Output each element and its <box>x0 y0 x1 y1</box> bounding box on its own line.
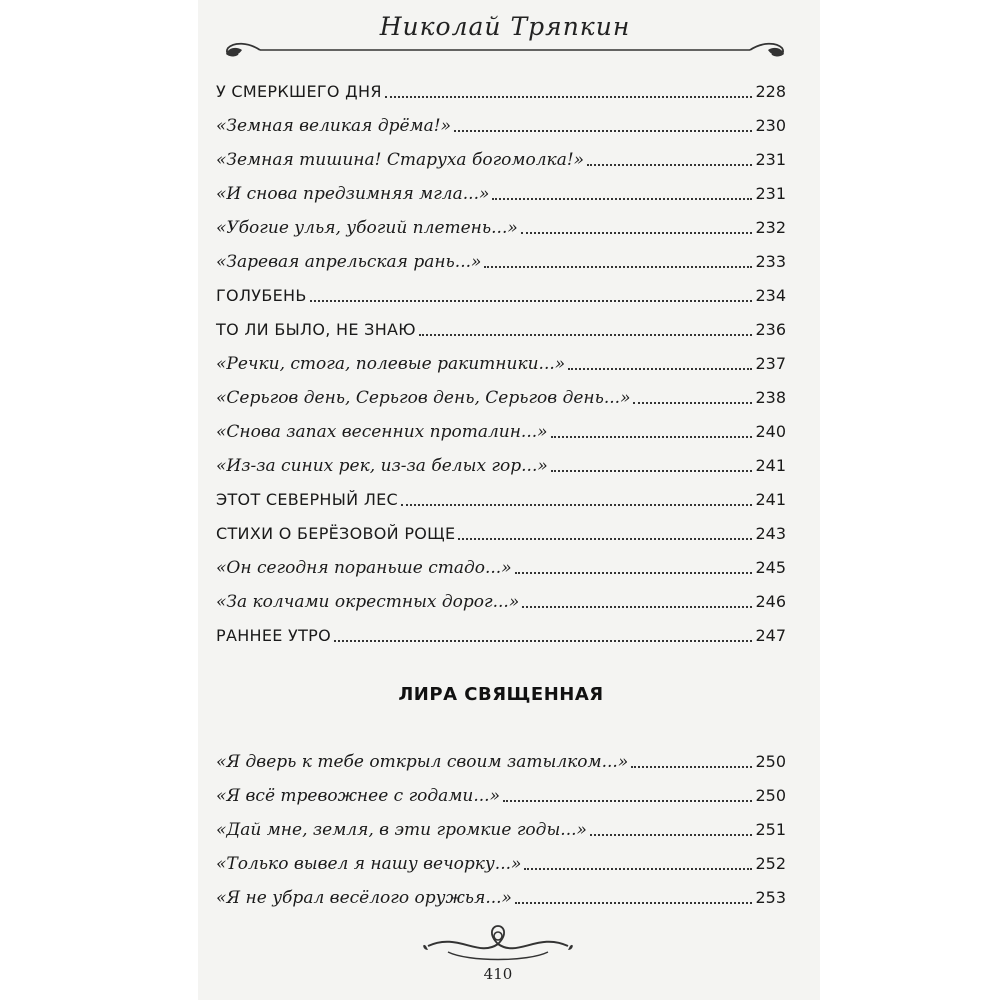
toc-entry-page: 250 <box>755 752 786 771</box>
dot-leader <box>401 504 752 506</box>
toc-entry <box>216 75 786 103</box>
toc-entry-page: 232 <box>755 218 786 237</box>
toc-entry <box>216 415 786 443</box>
toc-entry-page: 243 <box>755 524 786 543</box>
dot-leader <box>568 368 752 370</box>
ornament-icon <box>418 922 578 962</box>
toc-entry-page: 233 <box>755 252 786 271</box>
toc-entry-page: 236 <box>755 320 786 339</box>
dot-leader <box>515 572 753 574</box>
toc-entry <box>216 551 786 579</box>
toc-entry-title: «Я дверь к тебе открыл своим затылком...» <box>216 752 629 772</box>
toc-entry-page: 251 <box>755 820 786 839</box>
toc-entry <box>216 881 786 909</box>
toc-entry-page: 252 <box>755 854 786 873</box>
dot-leader <box>631 766 752 768</box>
dot-leader <box>492 198 752 200</box>
toc-entry <box>216 619 786 647</box>
dot-leader <box>419 334 753 336</box>
toc-entry-page: 246 <box>755 592 786 611</box>
toc-entry <box>216 847 786 875</box>
toc-entry-page: 250 <box>755 786 786 805</box>
dot-leader <box>484 266 752 268</box>
dot-leader <box>334 640 752 642</box>
toc-entry-title: ТО ЛИ БЫЛО, НЕ ЗНАЮ <box>216 320 416 339</box>
toc-entry <box>216 517 786 545</box>
running-header <box>220 6 790 62</box>
dot-leader <box>522 606 752 608</box>
toc-entry <box>216 347 786 375</box>
toc-entry-page: 247 <box>755 626 786 645</box>
toc-entry-title: «Земная великая дрёма!» <box>216 116 451 136</box>
toc-entry-page: 234 <box>755 286 786 305</box>
toc-entry <box>216 483 786 511</box>
dot-leader <box>633 402 752 404</box>
dot-leader <box>590 834 753 836</box>
toc-entry-page: 240 <box>755 422 786 441</box>
toc-entry-title: «И снова предзимняя мгла...» <box>216 184 490 204</box>
dot-leader <box>310 300 753 302</box>
toc-entry-title: «Только вывел я нашу вечорку...» <box>216 854 522 874</box>
toc-entry-title: РАННЕЕ УТРО <box>216 626 332 645</box>
toc-entry <box>216 211 786 239</box>
toc-entry <box>216 585 786 613</box>
toc-entry-page: 245 <box>755 558 786 577</box>
dot-leader <box>587 164 752 166</box>
dot-leader <box>458 538 752 540</box>
toc-entry <box>216 177 786 205</box>
toc-entry-title: «Убогие улья, убогий плетень...» <box>216 218 518 238</box>
author-name: Николай Тряпкин <box>379 12 631 41</box>
ornamental-rule-icon <box>220 36 790 64</box>
toc-entry <box>216 813 786 841</box>
toc-entry-page: 231 <box>755 184 786 203</box>
toc-entry <box>216 779 786 807</box>
toc-entry-title: «Я не убрал весёлого оружья...» <box>216 888 512 908</box>
toc-entry <box>216 143 786 171</box>
section-heading: ЛИРА СВЯЩЕННАЯ <box>398 684 604 705</box>
toc-entry-page: 237 <box>755 354 786 373</box>
toc-entry-title: «Я всё тревожнее с годами...» <box>216 786 500 806</box>
dot-leader <box>551 436 753 438</box>
toc-entry-page: 238 <box>755 388 786 407</box>
toc-entry-title: ГОЛУБЕНЬ <box>216 286 307 305</box>
toc-entry-title: СТИХИ О БЕРЁЗОВОЙ РОЩЕ <box>216 524 456 543</box>
toc-entry-title: «Заревая апрельская рань...» <box>216 252 482 272</box>
dot-leader <box>521 232 753 234</box>
toc-entry <box>216 745 786 773</box>
toc-entry-title: «Он сегодня пораньше стадо...» <box>216 558 512 578</box>
toc-entry <box>216 109 786 137</box>
toc-entry <box>216 245 786 273</box>
toc-entry-title: У СМЕРКШЕГО ДНЯ <box>216 82 382 101</box>
dot-leader <box>503 800 752 802</box>
toc-entry-title: «За колчами окрестных дорог...» <box>216 592 520 612</box>
dot-leader <box>551 470 753 472</box>
toc-entry-page: 228 <box>755 82 786 101</box>
toc-entry-title: «Серьгов день, Серьгов день, Серьгов день...» <box>216 388 631 408</box>
page-number: 410 <box>483 965 513 983</box>
toc-entry-title: «Земная тишина! Старуха богомолка!» <box>216 150 585 170</box>
dot-leader <box>515 902 753 904</box>
toc-entry-page: 241 <box>755 456 786 475</box>
toc-entry-page: 241 <box>755 490 786 509</box>
toc-entry-page: 231 <box>755 150 786 169</box>
toc-entry-title: «Речки, стога, полевые ракитники...» <box>216 354 566 374</box>
toc-entry-title: «Из-за синих рек, из-за белых гор...» <box>216 456 548 476</box>
toc-entry-page: 253 <box>755 888 786 907</box>
toc-entry <box>216 449 786 477</box>
toc-entry-title: ЭТОТ СЕВЕРНЫЙ ЛЕС <box>216 490 399 509</box>
toc-entry-page: 230 <box>755 116 786 135</box>
toc-entry <box>216 381 786 409</box>
toc-entry <box>216 279 786 307</box>
dot-leader <box>524 868 752 870</box>
dot-leader <box>385 96 753 98</box>
toc-entry <box>216 313 786 341</box>
toc-entry-title: «Снова запах весенних проталин...» <box>216 422 548 442</box>
dot-leader <box>454 130 752 132</box>
toc-entry-title: «Дай мне, земля, в эти громкие годы...» <box>216 820 587 840</box>
